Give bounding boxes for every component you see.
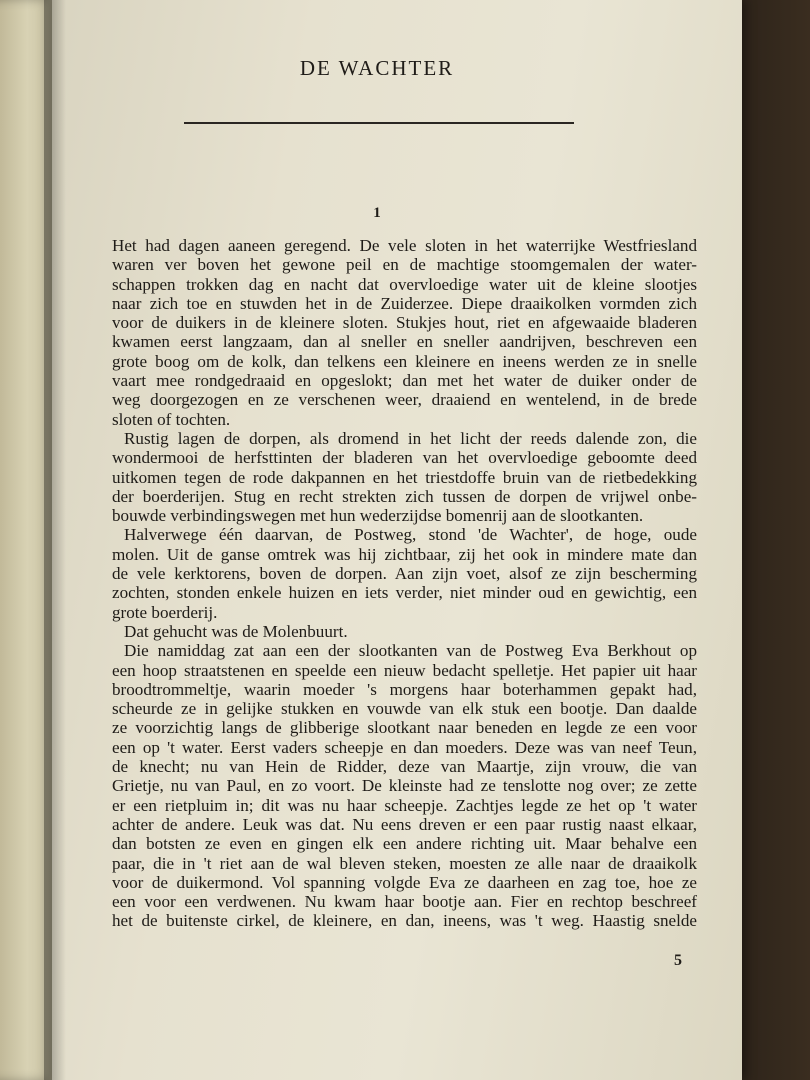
text-line: naar zich toe en stuwden het in de Zuiderzee. Diepe draaikolken vormden zich [112,293,697,313]
text-line: sloten of tochten. [112,409,231,429]
text-line: een voor een verdwenen. Nu kwam haar bootje aan. Fier en rechtop beschreef [112,892,697,912]
chapter-title: DE WACHTER [299,56,455,80]
text-line: dan botsten ze even en gingen elk een andere richting uit. Maar behalve een [112,834,697,854]
text-line: ze voorzichtig langs de glibberige slootkant naar beneden en legde ze een voor [112,718,697,738]
text-line: kwamen eerst langzaam, dan al sneller en sneller aandrijven, beschreven een [112,332,697,352]
text-line: Die namiddag zat aan een der slootkanten van de Postweg Eva Berkhout op [124,641,697,661]
text-line: vaart mee rondgedraaid en opgeslokt; dan met het water de duiker onder de [112,371,697,391]
text-line: paar, die in 't riet aan de wal bleven steken, moesten ze alle naar de draaikolk [112,853,697,873]
text-line: een op 't water. Eerst vaders scheepje en dan moeders. Deze was van neef Teun, [112,737,697,757]
text-line: broodtrommeltje, waarin moeder 's morgens haar boterhammen gepakt had, [112,679,697,699]
text-line: achter de andere. Leuk was dat. Nu eens dreven er een paar rustig naast elkaar, [112,814,697,834]
text-line: grote boog om de kolk, dan telkens een kleinere en ineens werden ze in snelle [112,351,697,371]
chapter-number: 1 [373,205,381,221]
text-line: molen. Uit de ganse omtrek was hij zichtbaar, zij het ook in mindere mate dan [112,544,697,564]
body-text [112,236,697,931]
text-line: grote boerderij. [112,602,218,622]
text-line: Grietje, nu van Paul, en zo voort. De kleinste had ze tenslotte nog over; ze zette [112,776,697,796]
text-line: waren ver boven het gewone peil en de machtige stoomgemalen der water- [112,255,697,275]
text-line: voor de duikermond. Vol spanning volgde Eva ze daarheen en zag toe, hoe ze [112,872,697,892]
title-rule [184,122,574,124]
text-line: zochten, stonden enkele huizen en iets verder, niet minder oud en gewichtig, een [112,583,697,603]
text-line: schappen trokken dag en nacht dat overvloedige water uit de kleine slootjes [112,274,697,294]
book-gutter [44,0,66,1080]
book-page [52,0,742,1080]
text-line: bouwde verbindingswegen met hun wederzijdse bomenrij aan de slootkanten. [112,506,644,526]
text-line: een hoop straatstenen en speelde een nieuw bedacht spelletje. Het papier uit haar [112,660,697,680]
text-line: Halverwege één daarvan, de Postweg, stond 'de Wachter', de hoge, oude [124,525,697,545]
text-line: weg doorgezogen en ze verschenen weer, draaiend en wentelend, in de brede [112,390,697,410]
text-line: Rustig lagen de dorpen, als dromend in het licht der reeds dalende zon, die [124,428,697,448]
page-number: 5 [674,952,682,969]
text-line: Dat gehucht was de Molenbuurt. [124,621,348,641]
text-line: voor de duikers in de kleinere sloten. Stukjes hout, riet en afgewaaide bladeren [112,313,697,333]
text-line: Het had dagen aaneen geregend. De vele sloten in het waterrijke Westfriesland [112,236,697,255]
text-line: de vele kerktorens, boven de dorpen. Aan zijn voet, alsof ze zijn bescherming [112,564,697,584]
text-line: de knecht; nu van Hein de Ridder, deze van Maartje, zijn vrouw, die van [112,757,697,777]
text-line: er een rietpluim in; dit was nu haar scheepje. Zachtjes legde ze het op 't water [112,795,697,815]
text-line: wondermooi de herfsttinten der bladeren van het overvloedige geboomte deed [112,448,697,468]
text-line: der boerderijen. Stug en recht strekten zich tussen de dorpen de vrijwel onbe- [112,486,697,506]
text-line: uitkomen tegen de rode dakpannen en het triestdoffe bruin van de rietbedekking [112,467,697,487]
text-line: het de buitenste cirkel, de kleinere, en dan, ineens, was 't weg. Haastig snelde [112,911,697,931]
text-line: scheurde ze in gelijke stukken en vouwde van elk stuk een bootje. Dan daalde [112,699,697,719]
